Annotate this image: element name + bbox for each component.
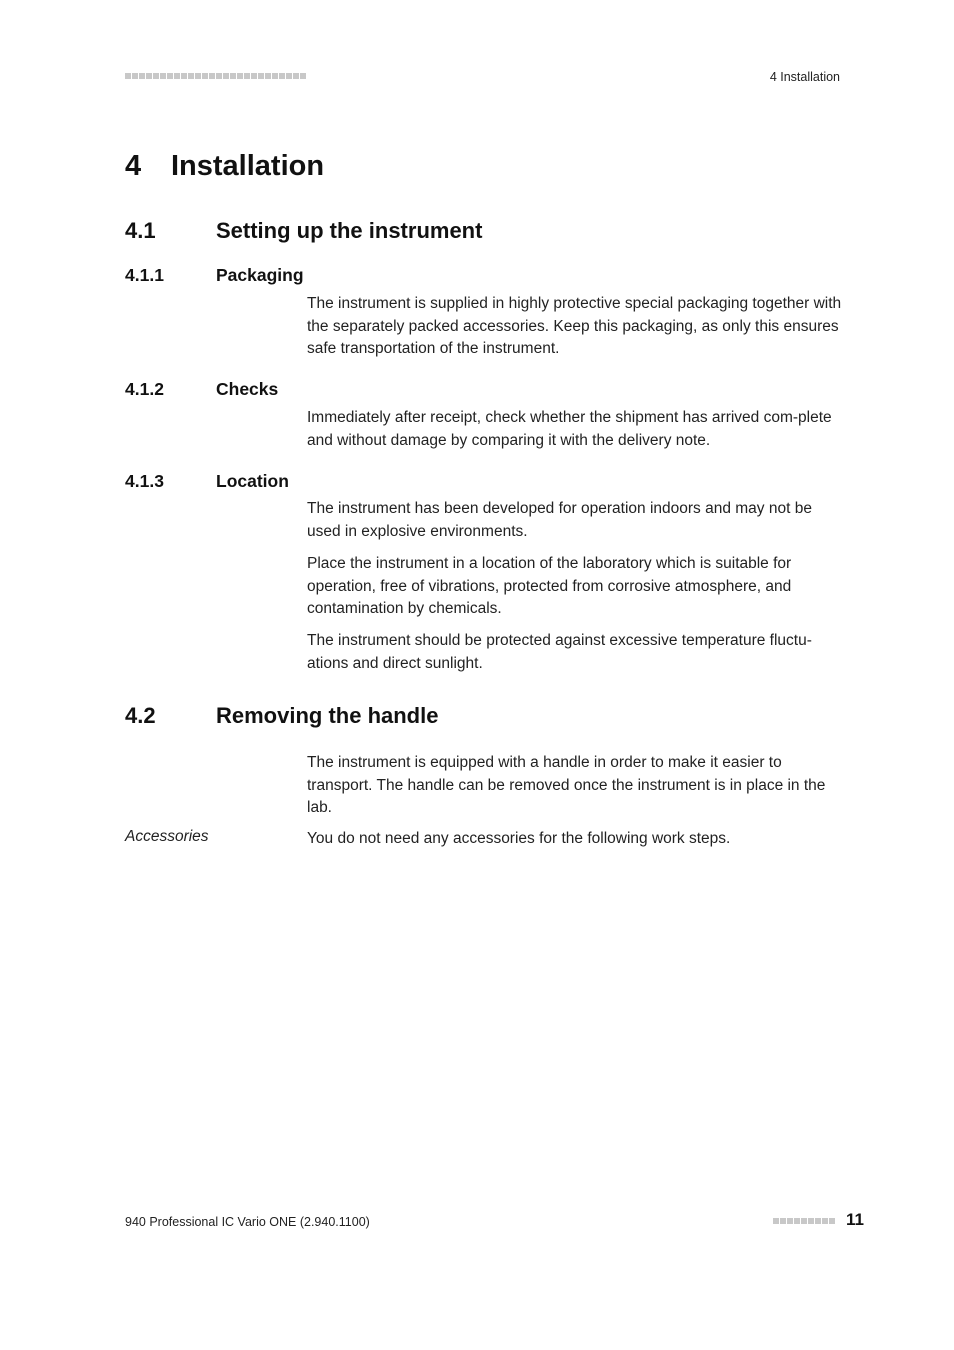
section-number: 4.2 bbox=[125, 703, 156, 728]
subsection-title: Location bbox=[216, 471, 289, 491]
location-paragraph-3: The instrument should be protected against excessive temperature fluctu-ations and direct sunlight. bbox=[307, 632, 812, 672]
chapter-title bbox=[125, 150, 324, 183]
header-decoration bbox=[125, 73, 306, 79]
location-paragraph-2: Place the instrument in a location of the laboratory which is suitable for operation, free of vibrations, protected from corrosive atmosphere, and contamination by chemicals. bbox=[307, 555, 792, 617]
subsection-number: 4.1.2 bbox=[125, 379, 164, 399]
section-title: Setting up the instrument bbox=[216, 218, 483, 243]
subsection-heading-checks bbox=[125, 379, 278, 400]
chapter-title-text: Installation bbox=[171, 150, 325, 182]
footer-document-title: 940 Professional IC Vario ONE (2.940.1100) bbox=[125, 1215, 370, 1229]
checks-paragraph: Immediately after receipt, check whether the shipment has arrived com-plete and without damage by comparing it with the delivery note. bbox=[307, 409, 832, 449]
section-number: 4.1 bbox=[125, 218, 156, 243]
subsection-number: 4.1.3 bbox=[125, 471, 164, 491]
handle-paragraph: The instrument is equipped with a handle in order to make it easier to transport. The handle can be removed once the instrument is in place in the lab. bbox=[307, 754, 826, 816]
page-number: 11 bbox=[846, 1210, 864, 1229]
section-title: Removing the handle bbox=[216, 703, 439, 728]
chapter-number: 4 bbox=[125, 150, 142, 182]
packaging-paragraph: The instrument is supplied in highly protective special packaging together with the separately packed accessories. Keep this packaging, as only this ensures safe transportation of the instrument. bbox=[307, 295, 842, 357]
subsection-title: Packaging bbox=[216, 265, 304, 285]
section-heading-4-1 bbox=[125, 218, 482, 244]
subsection-title: Checks bbox=[216, 379, 279, 399]
location-paragraph-1: The instrument has been developed for operation indoors and may not be used in explosive environments. bbox=[307, 500, 812, 540]
subsection-heading-location bbox=[125, 471, 289, 492]
section-heading-4-2 bbox=[125, 703, 438, 729]
subsection-number: 4.1.1 bbox=[125, 265, 164, 285]
running-header: 4 Installation bbox=[769, 70, 840, 84]
footer-decoration bbox=[773, 1218, 835, 1224]
subsection-heading-packaging bbox=[125, 265, 304, 286]
accessories-text: You do not need any accessories for the following work steps. bbox=[307, 830, 731, 847]
accessories-label: Accessories bbox=[125, 828, 209, 845]
